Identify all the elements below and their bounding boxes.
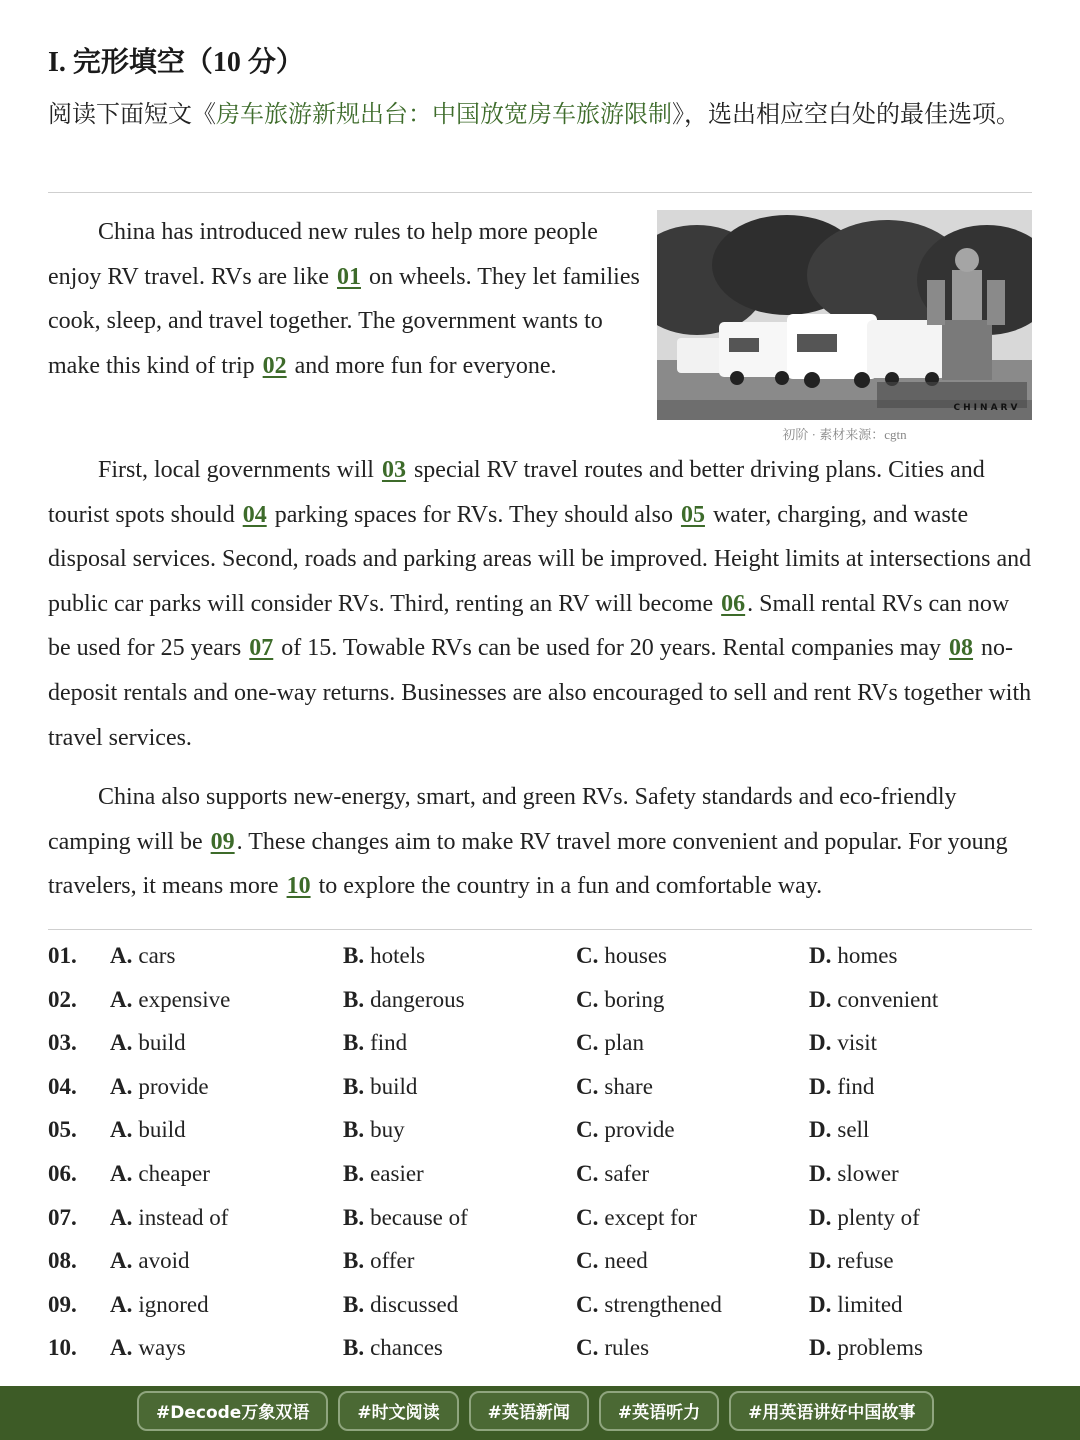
passage-text: and more fun for everyone.	[288, 352, 557, 379]
option-a: A. instead of	[110, 1204, 229, 1230]
hashtag-current-reading[interactable]: #时文阅读	[338, 1391, 458, 1431]
passage-text: of 15. Towable RVs can be used for 20 years. Rental companies may	[275, 635, 948, 662]
option-c: C. provide	[576, 1117, 675, 1143]
hashtag-english-listening[interactable]: #英语听力	[599, 1391, 719, 1431]
option-d: D. find	[809, 1073, 875, 1099]
option-a: A. ignored	[110, 1291, 209, 1317]
option-c: C. safer	[576, 1160, 650, 1186]
option-c: C. except for	[576, 1204, 697, 1230]
option-d: D. plenty of	[809, 1204, 920, 1230]
hashtag-decode[interactable]: #Decode万象双语	[137, 1391, 328, 1431]
passage-text: to explore the country in a fun and comfortable way.	[312, 873, 823, 900]
option-c: C. plan	[576, 1030, 644, 1056]
blank-05: 05	[680, 501, 705, 528]
article-title: 房车旅游新规出台：中国放宽房车旅游限制	[216, 102, 672, 128]
option-c: C. houses	[576, 943, 667, 968]
option-d: D. sell	[809, 1117, 870, 1143]
question-number: 07.	[48, 1204, 77, 1230]
instruction-prefix: 阅读下面短文《	[48, 102, 216, 128]
hashtag-list	[137, 1391, 934, 1431]
passage-paragraph-3	[48, 775, 1032, 909]
footer-bar	[0, 1386, 1080, 1440]
option-c: C. share	[576, 1073, 653, 1099]
question-number: 04.	[48, 1073, 77, 1099]
passage-text: First, local governments will	[98, 457, 380, 483]
passage-text: China also supports new-energy, smart, and green RVs. Safety standards and eco-friendly camping will be	[48, 784, 957, 855]
option-b: B. find	[343, 1030, 408, 1056]
passage-text: on wheels. They let families cook, sleep, and travel together. The government wants to make this kind of trip	[48, 263, 640, 379]
passage-paragraph-2	[48, 448, 1032, 760]
option-row-05	[48, 1113, 1032, 1157]
option-a: A. provide	[110, 1073, 209, 1099]
question-number: 02.	[48, 986, 77, 1012]
option-row-09	[48, 1288, 1032, 1332]
option-a: A. ways	[110, 1335, 186, 1361]
option-a: A. expensive	[110, 986, 231, 1012]
option-b: B. chances	[343, 1335, 443, 1361]
option-row-01	[48, 939, 1032, 983]
passage-text: . Small rental RVs can now be used for 25 years	[48, 590, 1010, 662]
option-row-03	[48, 1026, 1032, 1070]
option-a: A. build	[110, 1030, 186, 1056]
option-b: B. hotels	[343, 943, 426, 968]
question-number: 09.	[48, 1291, 77, 1317]
rv-photo	[657, 210, 1032, 420]
blank-06: 06	[721, 590, 746, 617]
options-divider	[48, 929, 1032, 930]
blank-01: 01	[336, 263, 361, 290]
option-row-07	[48, 1201, 1032, 1245]
question-number: 01.	[48, 943, 77, 968]
top-divider	[48, 192, 1032, 193]
option-d: D. problems	[809, 1335, 923, 1361]
option-c: C. strengthened	[576, 1291, 722, 1317]
passage-text: water, charging, and waste disposal services. Second, roads and parking areas will be improved. Height limits at intersections and public car parks will consider RVs. Third, renting an RV will become	[48, 501, 1032, 617]
option-a: A. avoid	[110, 1248, 190, 1274]
blank-09: 09	[210, 828, 235, 855]
blank-10: 10	[286, 873, 311, 900]
options-table	[48, 939, 1032, 1375]
option-d: D. convenient	[809, 986, 939, 1012]
option-b: B. discussed	[343, 1291, 459, 1317]
option-c: C. rules	[576, 1335, 650, 1361]
passage-text: parking spaces for RVs. They should also	[268, 501, 679, 528]
option-b: B. dangerous	[343, 986, 465, 1012]
chinarv-sign: CHINARV	[953, 403, 1021, 413]
question-number: 08.	[48, 1248, 77, 1274]
passage-text: no-deposit rentals and one-way returns. Businesses are also encouraged to sell and rent RVs together with travel services.	[48, 635, 1032, 751]
section-title: I. 完形填空（10 分）	[48, 47, 304, 78]
option-row-02	[48, 983, 1032, 1027]
blank-08: 08	[949, 635, 974, 662]
option-b: B. offer	[343, 1248, 415, 1274]
hashtag-english-news[interactable]: #英语新闻	[469, 1391, 589, 1431]
option-c: C. boring	[576, 986, 665, 1012]
option-d: D. slower	[809, 1160, 899, 1186]
question-number: 10.	[48, 1335, 77, 1361]
option-a: A. build	[110, 1117, 186, 1143]
option-row-04	[48, 1070, 1032, 1114]
option-b: B. buy	[343, 1117, 405, 1143]
option-row-10	[48, 1331, 1032, 1375]
rv-photo-illustration	[657, 210, 1032, 420]
blank-02: 02	[262, 352, 287, 379]
instruction	[48, 94, 1032, 136]
option-row-08	[48, 1244, 1032, 1288]
option-a: A. cars	[110, 943, 176, 968]
option-c: C. need	[576, 1248, 648, 1274]
option-d: D. refuse	[809, 1248, 894, 1274]
instruction-suffix: 》，选出相应空白处的最佳选项。	[672, 102, 1020, 128]
option-d: D. visit	[809, 1030, 877, 1056]
option-row-06	[48, 1157, 1032, 1201]
blank-03: 03	[381, 457, 406, 483]
passage-text: special RV travel routes and better driving plans. Cities and tourist spots should	[48, 457, 985, 528]
blank-04: 04	[242, 501, 267, 528]
option-d: D. limited	[809, 1291, 903, 1317]
question-number: 06.	[48, 1160, 77, 1186]
option-b: B. easier	[343, 1160, 424, 1186]
blank-07: 07	[249, 635, 274, 662]
question-number: 03.	[48, 1030, 77, 1056]
passage-text: China has introduced new rules to help more people enjoy RV travel. RVs are like	[48, 219, 598, 290]
passage-text: . These changes aim to make RV travel more convenient and popular. For young travelers, it means more	[48, 828, 1008, 900]
option-a: A. cheaper	[110, 1160, 210, 1186]
passage-paragraph-1	[48, 210, 640, 388]
question-number: 05.	[48, 1117, 77, 1143]
image-caption: 初阶 · 素材来源：cgtn	[782, 427, 907, 442]
option-b: B. because of	[343, 1204, 468, 1230]
option-d: D. homes	[809, 943, 898, 968]
option-b: B. build	[343, 1073, 418, 1099]
hashtag-china-stories[interactable]: #用英语讲好中国故事	[729, 1391, 934, 1431]
